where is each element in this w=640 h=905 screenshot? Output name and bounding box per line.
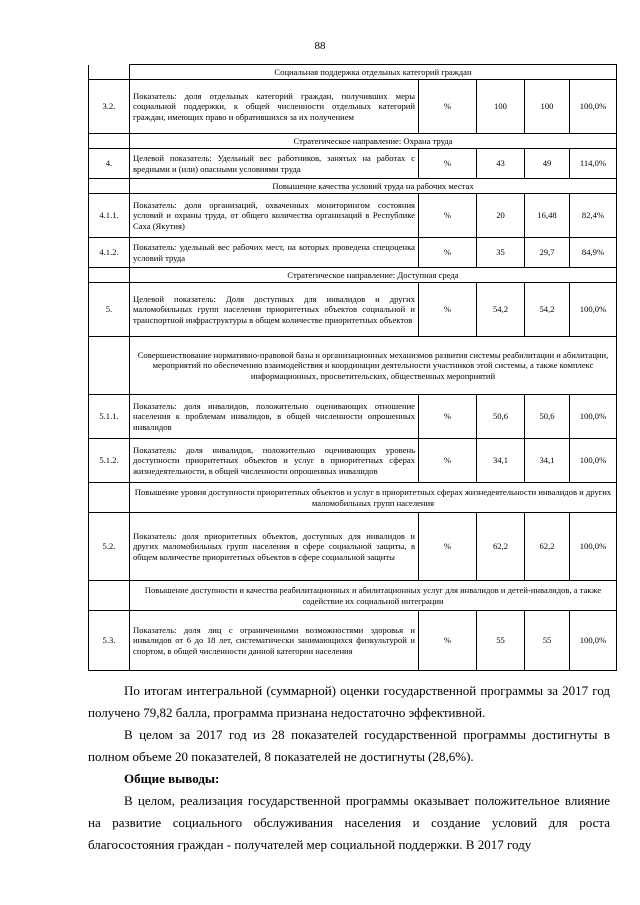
section-title: Повышение качества условий труда на рабочих местах <box>130 179 617 194</box>
fact-value: 50,6 <box>525 395 570 439</box>
percent-value: 100,0% <box>570 395 617 439</box>
blank-cell <box>89 483 130 513</box>
plan-value: 55 <box>477 611 525 671</box>
percent-value: 100,0% <box>570 283 617 337</box>
section-row <box>89 581 617 611</box>
table-row <box>89 80 617 134</box>
table-row <box>89 439 617 483</box>
general-conclusions-heading: Общие выводы: <box>124 771 220 786</box>
paragraph-indicators: В целом за 2017 год из 28 показателей государственной программы достигнуты в полном объеме 20 показателей, 8 показателей не достигнуты (28,6%). <box>88 727 610 764</box>
blank-cell <box>89 179 130 194</box>
table-row <box>89 611 617 671</box>
indicator-text: Показатель: доля инвалидов, положительно оценивающих уровень доступности приоритетных объектов и услуг в приоритетных сферах жизнедеятельности, в общей численности опрошенных инвалидов <box>130 439 419 483</box>
section-title: Социальная поддержка отдельных категорий граждан <box>130 65 617 80</box>
row-number: 5.1.1. <box>89 395 130 439</box>
table-row <box>89 395 617 439</box>
fact-value: 54,2 <box>525 283 570 337</box>
section-title: Стратегическое направление: Охрана труда <box>130 134 617 149</box>
unit-cell: % <box>419 194 477 238</box>
blank-cell <box>89 134 130 149</box>
blank-cell <box>89 268 130 283</box>
fact-value: 34,1 <box>525 439 570 483</box>
plan-value: 100 <box>477 80 525 134</box>
percent-value: 100,0% <box>570 611 617 671</box>
blank-cell <box>89 65 130 80</box>
plan-value: 20 <box>477 194 525 238</box>
unit-cell: % <box>419 149 477 179</box>
row-number: 5.2. <box>89 513 130 581</box>
blank-cell <box>89 581 130 611</box>
fact-value: 62,2 <box>525 513 570 581</box>
section-row <box>89 483 617 513</box>
section-title: Стратегическое направление: Доступная среда <box>130 268 617 283</box>
section-row <box>89 65 617 80</box>
paragraph-score: По итогам интегральной (суммарной) оценки государственной программы за 2017 год получено 79,82 балла, программа признана недостаточно эффективной. <box>88 683 610 720</box>
indicator-text: Показатель: доля инвалидов, положительно оценивающих отношение населения к проблемам инвалидов, в общей численности опрошенных инвалидов <box>130 395 419 439</box>
row-number: 5. <box>89 283 130 337</box>
unit-cell: % <box>419 611 477 671</box>
row-number: 3.2. <box>89 80 130 134</box>
percent-value: 100,0% <box>570 80 617 134</box>
fact-value: 49 <box>525 149 570 179</box>
unit-cell: % <box>419 80 477 134</box>
blank-cell <box>89 337 130 395</box>
table-row <box>89 194 617 238</box>
plan-value: 34,1 <box>477 439 525 483</box>
row-number: 4.1.1. <box>89 194 130 238</box>
percent-value: 84,9% <box>570 238 617 268</box>
indicator-text: Целевой показатель: Удельный вес работников, занятых на работах с вредными и (или) опасными условиями труда <box>130 149 419 179</box>
fact-value: 100 <box>525 80 570 134</box>
table-row <box>89 238 617 268</box>
section-title: Повышение доступности и качества реабилитационных и абилитационных услуг для инвалидов и детей-инвалидов, а также содействие их социальной интеграции <box>130 581 617 611</box>
unit-cell: % <box>419 283 477 337</box>
page-number: 88 <box>314 40 326 52</box>
indicator-text: Показатель: удельный вес рабочих мест, на которых проведена спецоценка условий труда <box>130 238 419 268</box>
percent-value: 100,0% <box>570 439 617 483</box>
unit-cell: % <box>419 439 477 483</box>
indicators-table <box>88 64 617 671</box>
section-row <box>89 337 617 395</box>
unit-cell: % <box>419 238 477 268</box>
indicator-text: Показатель: доля приоритетных объектов, доступных для инвалидов и других маломобильных групп населения в сфере социальной защиты, в общем количестве приоритетных объектов в сфере социальной защиты <box>130 513 419 581</box>
percent-value: 100,0% <box>570 513 617 581</box>
plan-value: 50,6 <box>477 395 525 439</box>
section-title: Совершенствование нормативно-правовой базы и организационных механизмов развития системы реабилитации и абилитации, мероприятий по обеспечению взаимодействия и координации деятельности участников этой системы, а также комплекс информационных, просветительских, общественных мероприятий <box>130 337 617 395</box>
indicator-text: Целевой показатель: Доля доступных для инвалидов и других маломобильных групп населения приоритетных объектов социальной и транспортной инфраструктуры в общем количестве приоритетных объектов <box>130 283 419 337</box>
plan-value: 43 <box>477 149 525 179</box>
row-number: 4.1.2. <box>89 238 130 268</box>
plan-value: 62,2 <box>477 513 525 581</box>
indicator-text: Показатель: доля лиц с ограниченными возможностями здоровья и инвалидов от 6 до 18 лет, систематически занимающихся физкультурой и спортом, в общей численности данной категории населения <box>130 611 419 671</box>
section-title: Повышение уровня доступности приоритетных объектов и услуг в приоритетных сферах жизнедеятельности инвалидов и других маломобильных групп населения <box>130 483 617 513</box>
row-number: 5.1.2. <box>89 439 130 483</box>
unit-cell: % <box>419 513 477 581</box>
section-row <box>89 179 617 194</box>
fact-value: 29,7 <box>525 238 570 268</box>
percent-value: 82,4% <box>570 194 617 238</box>
row-number: 5.3. <box>89 611 130 671</box>
indicator-text: Показатель: доля отдельных категорий граждан, получивших меры социальной поддержки, к общей численности отдельных категорий граждан, имеющих право и обратившихся за их получением <box>130 80 419 134</box>
section-row <box>89 268 617 283</box>
plan-value: 35 <box>477 238 525 268</box>
unit-cell: % <box>419 395 477 439</box>
fact-value: 55 <box>525 611 570 671</box>
indicator-text: Показатель: доля организаций, охваченных мониторингом состояния условий и охраны труда, от общего количества организаций в Республике Саха (Якутия) <box>130 194 419 238</box>
percent-value: 114,0% <box>570 149 617 179</box>
row-number: 4. <box>89 149 130 179</box>
paragraph-conclusion: В целом, реализация государственной программы оказывает положительное влияние на развитие социального обслуживания населения и создание условий для роста благосостояния граждан - получателей мер социальной поддержки. В 2017 году <box>88 793 610 852</box>
table-row <box>89 149 617 179</box>
table-row <box>89 283 617 337</box>
plan-value: 54,2 <box>477 283 525 337</box>
section-row <box>89 134 617 149</box>
table-row <box>89 513 617 581</box>
fact-value: 16,48 <box>525 194 570 238</box>
